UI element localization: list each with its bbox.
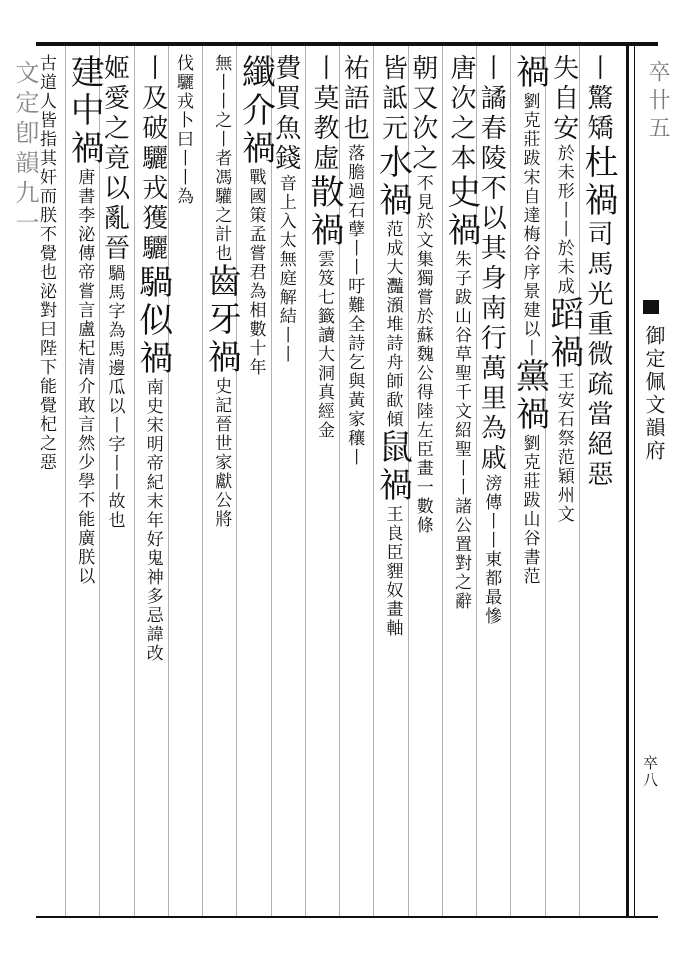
text-column bbox=[407, 54, 438, 535]
text-column bbox=[441, 54, 481, 611]
text-column bbox=[270, 54, 301, 364]
text-run: 姬愛之竟以亂晉 bbox=[99, 54, 130, 264]
column-divider bbox=[510, 46, 511, 916]
entry-headword: 蹈禍 bbox=[543, 296, 584, 372]
text-column bbox=[578, 54, 618, 490]
text-run: 費買魚錢 bbox=[270, 54, 301, 174]
text-run: 古道人皆指其奸而朕不覺也泌對曰陛下能覺杞之惡 bbox=[36, 54, 56, 472]
text-run: 祐語也 bbox=[339, 54, 370, 144]
fish-tail-mark bbox=[643, 300, 659, 314]
text-run: 朝又次之 bbox=[407, 54, 438, 174]
text-run: 劉克莊跋山谷書范 bbox=[519, 434, 540, 586]
text-column bbox=[99, 54, 130, 530]
entry-headword: 水禍 bbox=[372, 144, 413, 220]
text-run: 劉克莊跋宋自達梅谷序景建以丨 bbox=[519, 92, 540, 358]
text-column bbox=[339, 54, 370, 467]
text-column bbox=[235, 54, 276, 377]
text-run: 唐次之本 bbox=[446, 54, 476, 174]
column-divider bbox=[373, 46, 374, 916]
text-column bbox=[476, 54, 507, 626]
text-run: 丨譎春陵不以其身南行萬里為戚 bbox=[476, 54, 507, 474]
entry-headword: 鼠禍 bbox=[372, 429, 413, 505]
left-margin-fragment: 文定卽韻九一 bbox=[11, 60, 39, 240]
book-title: 御定佩文韻府 bbox=[642, 325, 666, 463]
entry-headword: 騧似禍 bbox=[132, 264, 173, 378]
text-run: 滂傳丨丨東都最慘 bbox=[481, 474, 502, 626]
text-run: 南史宋明帝紀末年好鬼神多忌諱改 bbox=[142, 378, 163, 663]
entry-headword: 黨禍 bbox=[509, 358, 550, 434]
text-column bbox=[304, 54, 344, 440]
text-run: 丨驚矯 bbox=[583, 54, 613, 144]
text-run: 丨及破驪戎獲驪 bbox=[137, 54, 168, 264]
text-run: 於未形丨丨於未成 bbox=[553, 144, 574, 296]
entry-headword: 齒牙禍 bbox=[201, 263, 242, 377]
entry-headword: 史禍 bbox=[441, 174, 481, 250]
text-run: 丨莫教虛 bbox=[309, 54, 339, 174]
bottom-border-rule bbox=[36, 916, 658, 918]
text-run: 無丨丨之丨者馮驩之計也 bbox=[211, 54, 232, 263]
text-run: 詩乞與黃家穰丨 bbox=[344, 334, 365, 467]
right-frame-rule-inner bbox=[634, 44, 635, 917]
text-run: 伐驪戎卜曰丨丨為 bbox=[173, 54, 193, 206]
text-run: 司馬光重微疏當絕惡 bbox=[583, 220, 613, 490]
text-column bbox=[372, 54, 413, 638]
text-run: 不見於文集獨嘗於蘇魏公得陸左臣畫一數條 bbox=[412, 174, 433, 535]
text-run: 失自安 bbox=[548, 54, 579, 144]
text-run: 王安石祭范穎州文 bbox=[553, 372, 574, 524]
entry-headword: 散禍 bbox=[304, 174, 344, 250]
text-run: 騧馬字為馬邊瓜以丨字丨丨故也 bbox=[104, 264, 125, 530]
text-column bbox=[509, 54, 550, 586]
top-border-rule bbox=[36, 42, 658, 46]
column-divider bbox=[442, 46, 443, 916]
text-column bbox=[64, 54, 105, 586]
text-run: 戰國策孟嘗君為相數十年 bbox=[245, 168, 266, 377]
text-run: 雲笈七籤讀大洞真經金 bbox=[314, 250, 334, 440]
entry-headword: 杜禍 bbox=[578, 144, 618, 220]
entry-headword: 建中禍 bbox=[64, 54, 105, 168]
column-divider bbox=[134, 46, 135, 916]
column-divider bbox=[202, 46, 203, 916]
text-run: 音上入太無庭解結丨丨 bbox=[275, 174, 296, 364]
right-frame-rule bbox=[626, 44, 629, 917]
text-run: 皆詆元 bbox=[377, 54, 408, 144]
column-divider bbox=[65, 46, 66, 916]
entry-headword: 纖介禍 bbox=[235, 54, 276, 168]
text-column bbox=[543, 54, 584, 524]
text-run: 范成大灩澦堆詩舟師歃傾 bbox=[382, 220, 403, 429]
text-run: 朱子跋山谷草聖千文紹聖丨丨諸公置對之辭 bbox=[451, 250, 471, 611]
text-column bbox=[33, 54, 59, 472]
entry-headword: 禍 bbox=[509, 54, 550, 92]
page-number: 卒八 bbox=[641, 755, 659, 789]
text-run: 王良臣貍奴畫軸 bbox=[382, 505, 403, 638]
text-run: 落膽過石孽丨丨吁難全 bbox=[344, 144, 365, 334]
text-run: 史記晉世家獻公將 bbox=[211, 377, 232, 529]
column-divider bbox=[305, 46, 306, 916]
right-margin-fragment: 卒卄五 bbox=[645, 60, 670, 144]
text-column bbox=[201, 54, 242, 529]
text-run: 唐書李泌傳帝嘗言盧杞清介敢言然少學不能廣朕以 bbox=[74, 168, 95, 586]
text-column bbox=[170, 54, 196, 206]
text-column bbox=[132, 54, 173, 663]
